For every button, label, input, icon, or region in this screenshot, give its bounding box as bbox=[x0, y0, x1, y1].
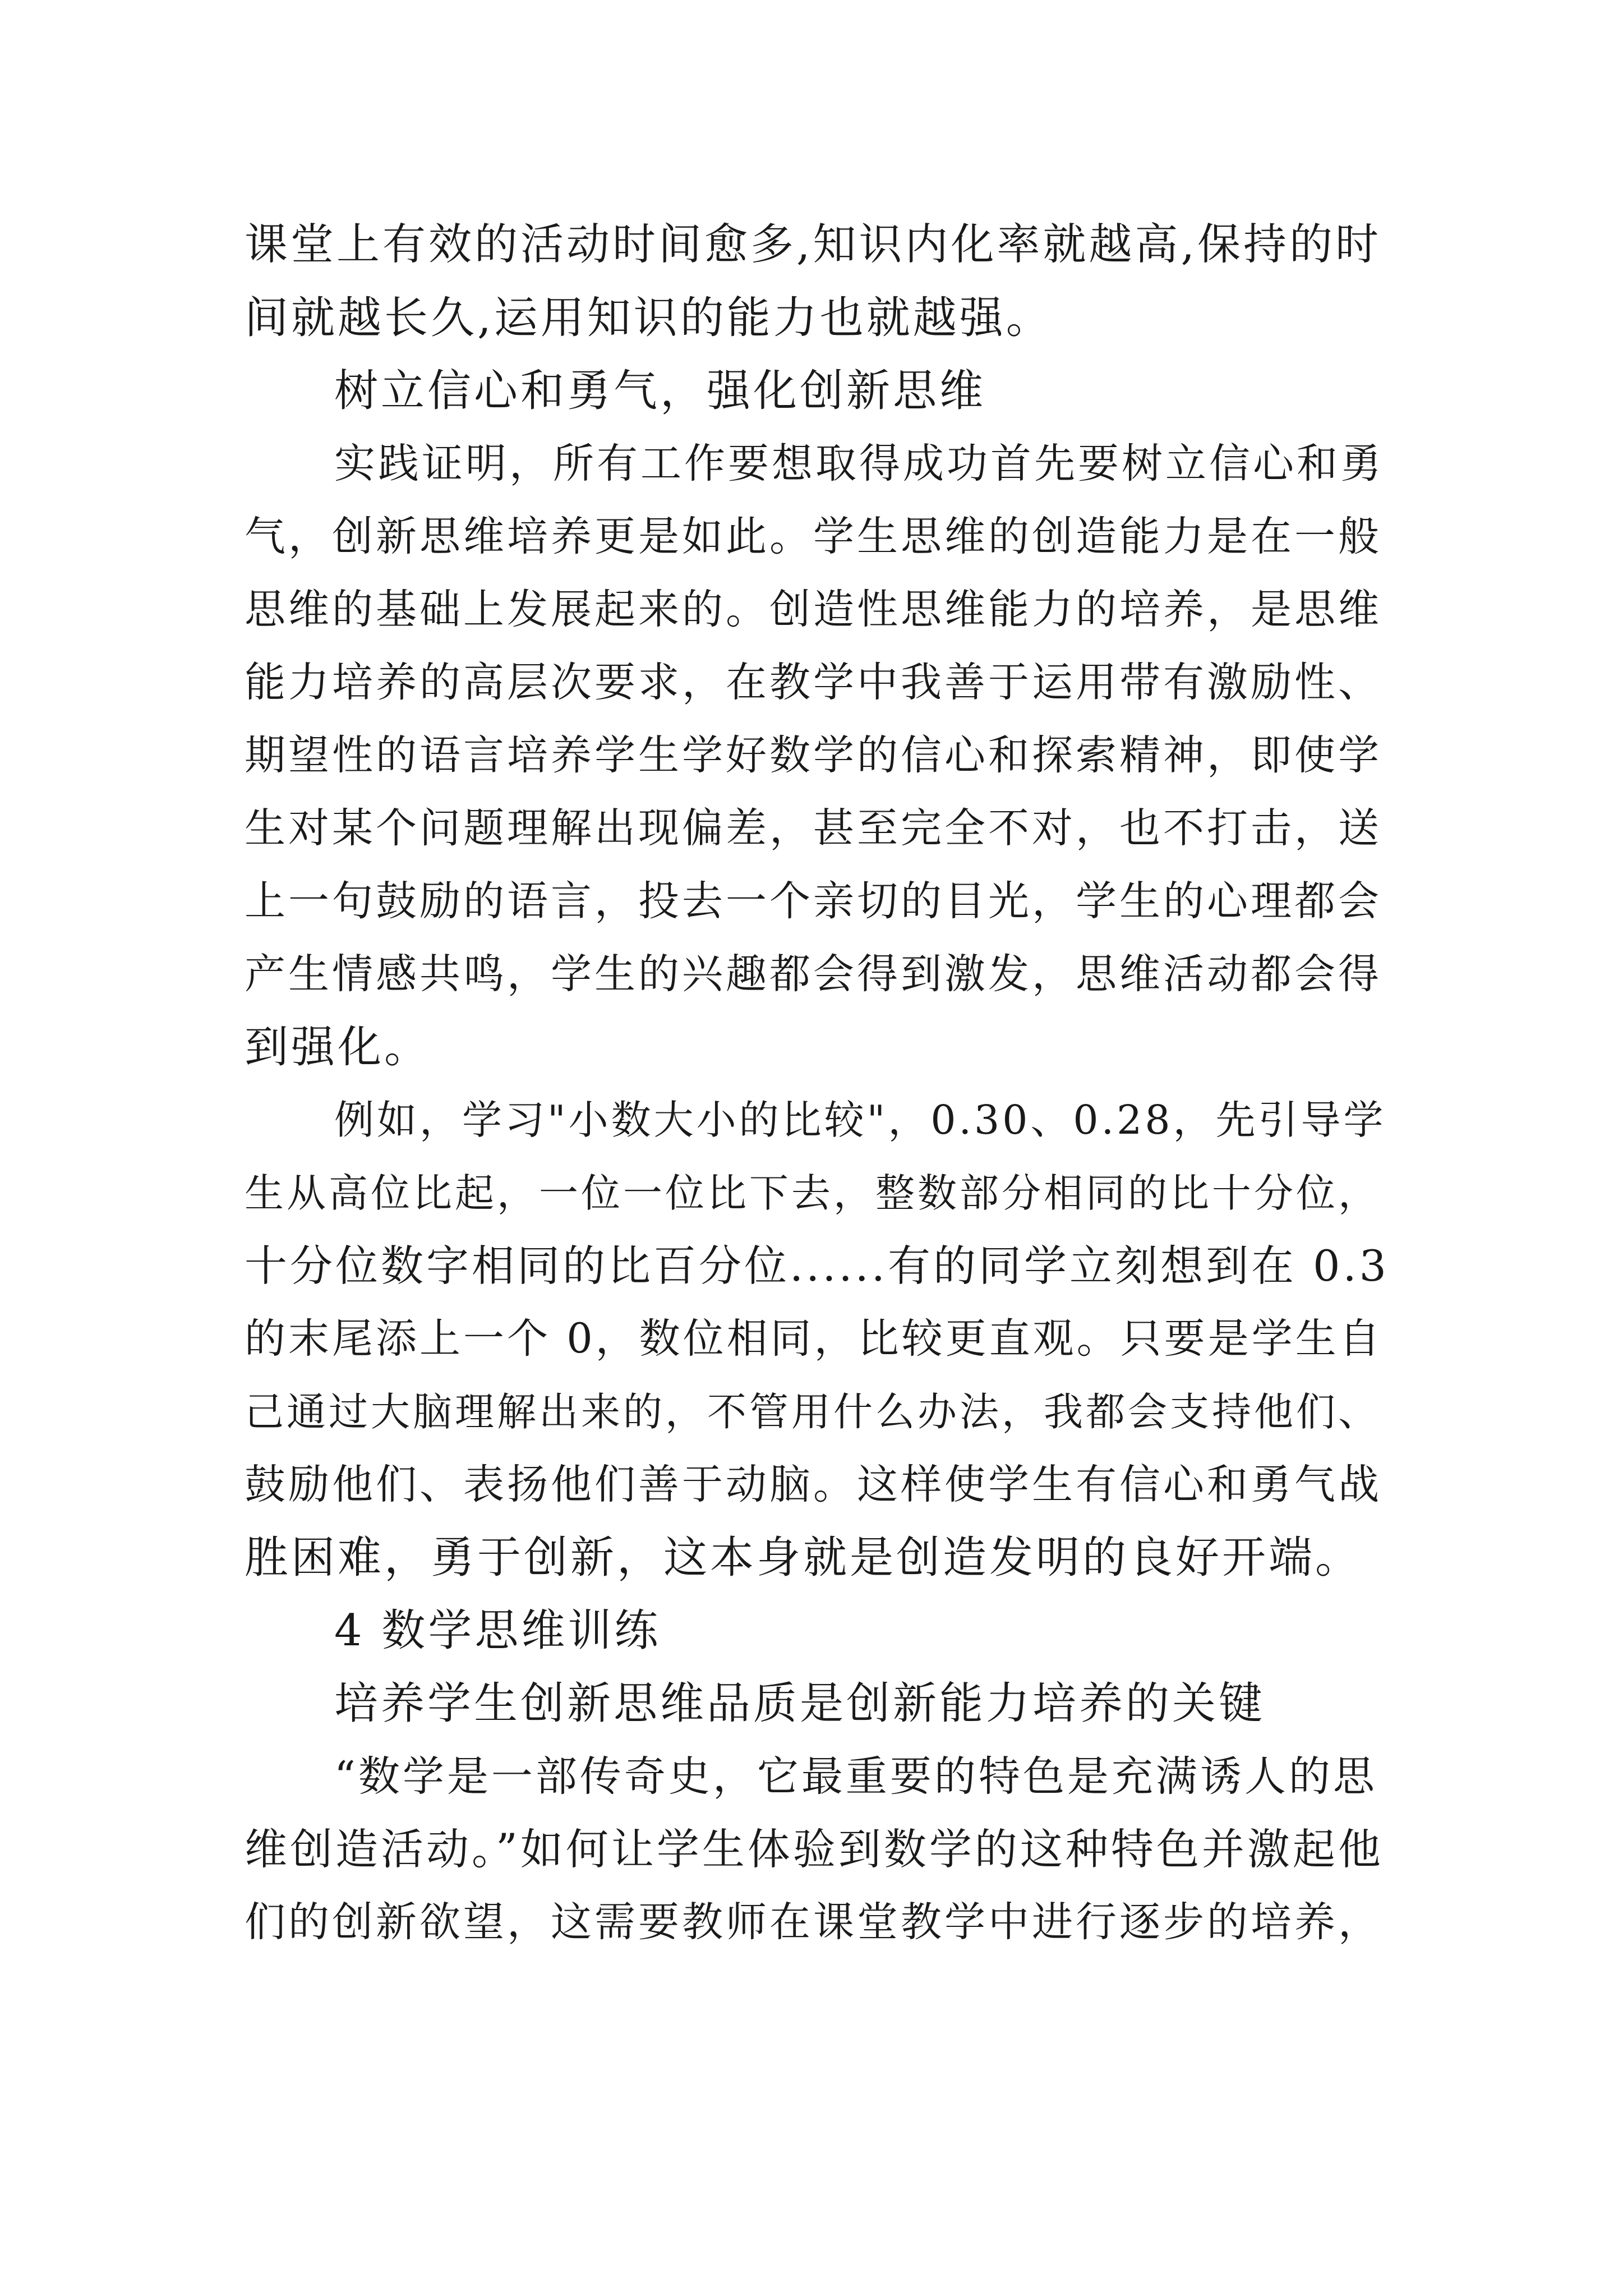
body-text bbox=[245, 209, 1389, 1959]
text-line: 思维的基础上发展起来的。创造性思维能力的培养，是思维 bbox=[245, 586, 1382, 633]
text-line: 实践证明，所有工作要想取得成功首先要树立信心和勇 bbox=[334, 440, 1384, 487]
text-line: 树立信心和勇气，强化创新思维 bbox=[334, 366, 986, 416]
text-line: 的末尾添上一个 0，数位相同，比较更直观。只要是学生自 bbox=[245, 1315, 1383, 1363]
text-line: “数学是一部传奇史，它最重要的特色是充满诱人的思 bbox=[334, 1752, 1377, 1801]
text-line: 们的创新欲望，这需要教师在课堂教学中进行逐步的培养， bbox=[245, 1898, 1382, 1946]
text-line: 生对某个问题理解出现偏差，甚至完全不对，也不打击，送 bbox=[245, 804, 1382, 852]
text-line: 十分位数字相同的比百分位......有的同学立刻想到在 0.3 bbox=[245, 1241, 1389, 1291]
text-line: 培养学生创新思维品质是创新能力培养的关键 bbox=[334, 1678, 1266, 1729]
text-line: 维创造活动。”如何让学生体验到数学的这种特色并激起他 bbox=[245, 1824, 1384, 1874]
text-line: 4 数学思维训练 bbox=[334, 1605, 661, 1656]
text-line: 己通过大脑理解出来的，不管用什么办法，我都会支持他们、 bbox=[245, 1389, 1380, 1435]
text-line: 到强化。 bbox=[245, 1022, 431, 1073]
text-line: 胜困难，勇于创新，这本身就是创造发明的良好开端。 bbox=[245, 1533, 1362, 1583]
text-line: 课堂上有效的活动时间愈多,知识内化率就越高,保持的时 bbox=[245, 220, 1381, 270]
text-line: 期望性的语言培养学生学好数学的信心和探索精神，即使学 bbox=[245, 731, 1382, 779]
text-line: 间就越长久,运用知识的能力也就越强。 bbox=[245, 293, 1053, 343]
text-line: 例如，学习"小数大小的比较"，0.30、0.28，先引导学 bbox=[334, 1097, 1386, 1143]
text-line: 生从高位比起，一位一位比下去，整数部分相同的比十分位， bbox=[245, 1170, 1380, 1216]
text-line: 能力培养的高层次要求，在教学中我善于运用带有激励性、 bbox=[245, 659, 1382, 706]
text-line: 鼓励他们、表扬他们善于动脑。这样使学生有信心和勇气战 bbox=[245, 1461, 1382, 1508]
text-line: 气，创新思维培养更是如此。学生思维的创造能力是在一般 bbox=[245, 513, 1382, 560]
text-line: 产生情感共鸣，学生的兴趣都会得到激发，思维活动都会得 bbox=[245, 950, 1382, 998]
text-line: 上一句鼓励的语言，投去一个亲切的目光，学生的心理都会 bbox=[245, 877, 1382, 925]
